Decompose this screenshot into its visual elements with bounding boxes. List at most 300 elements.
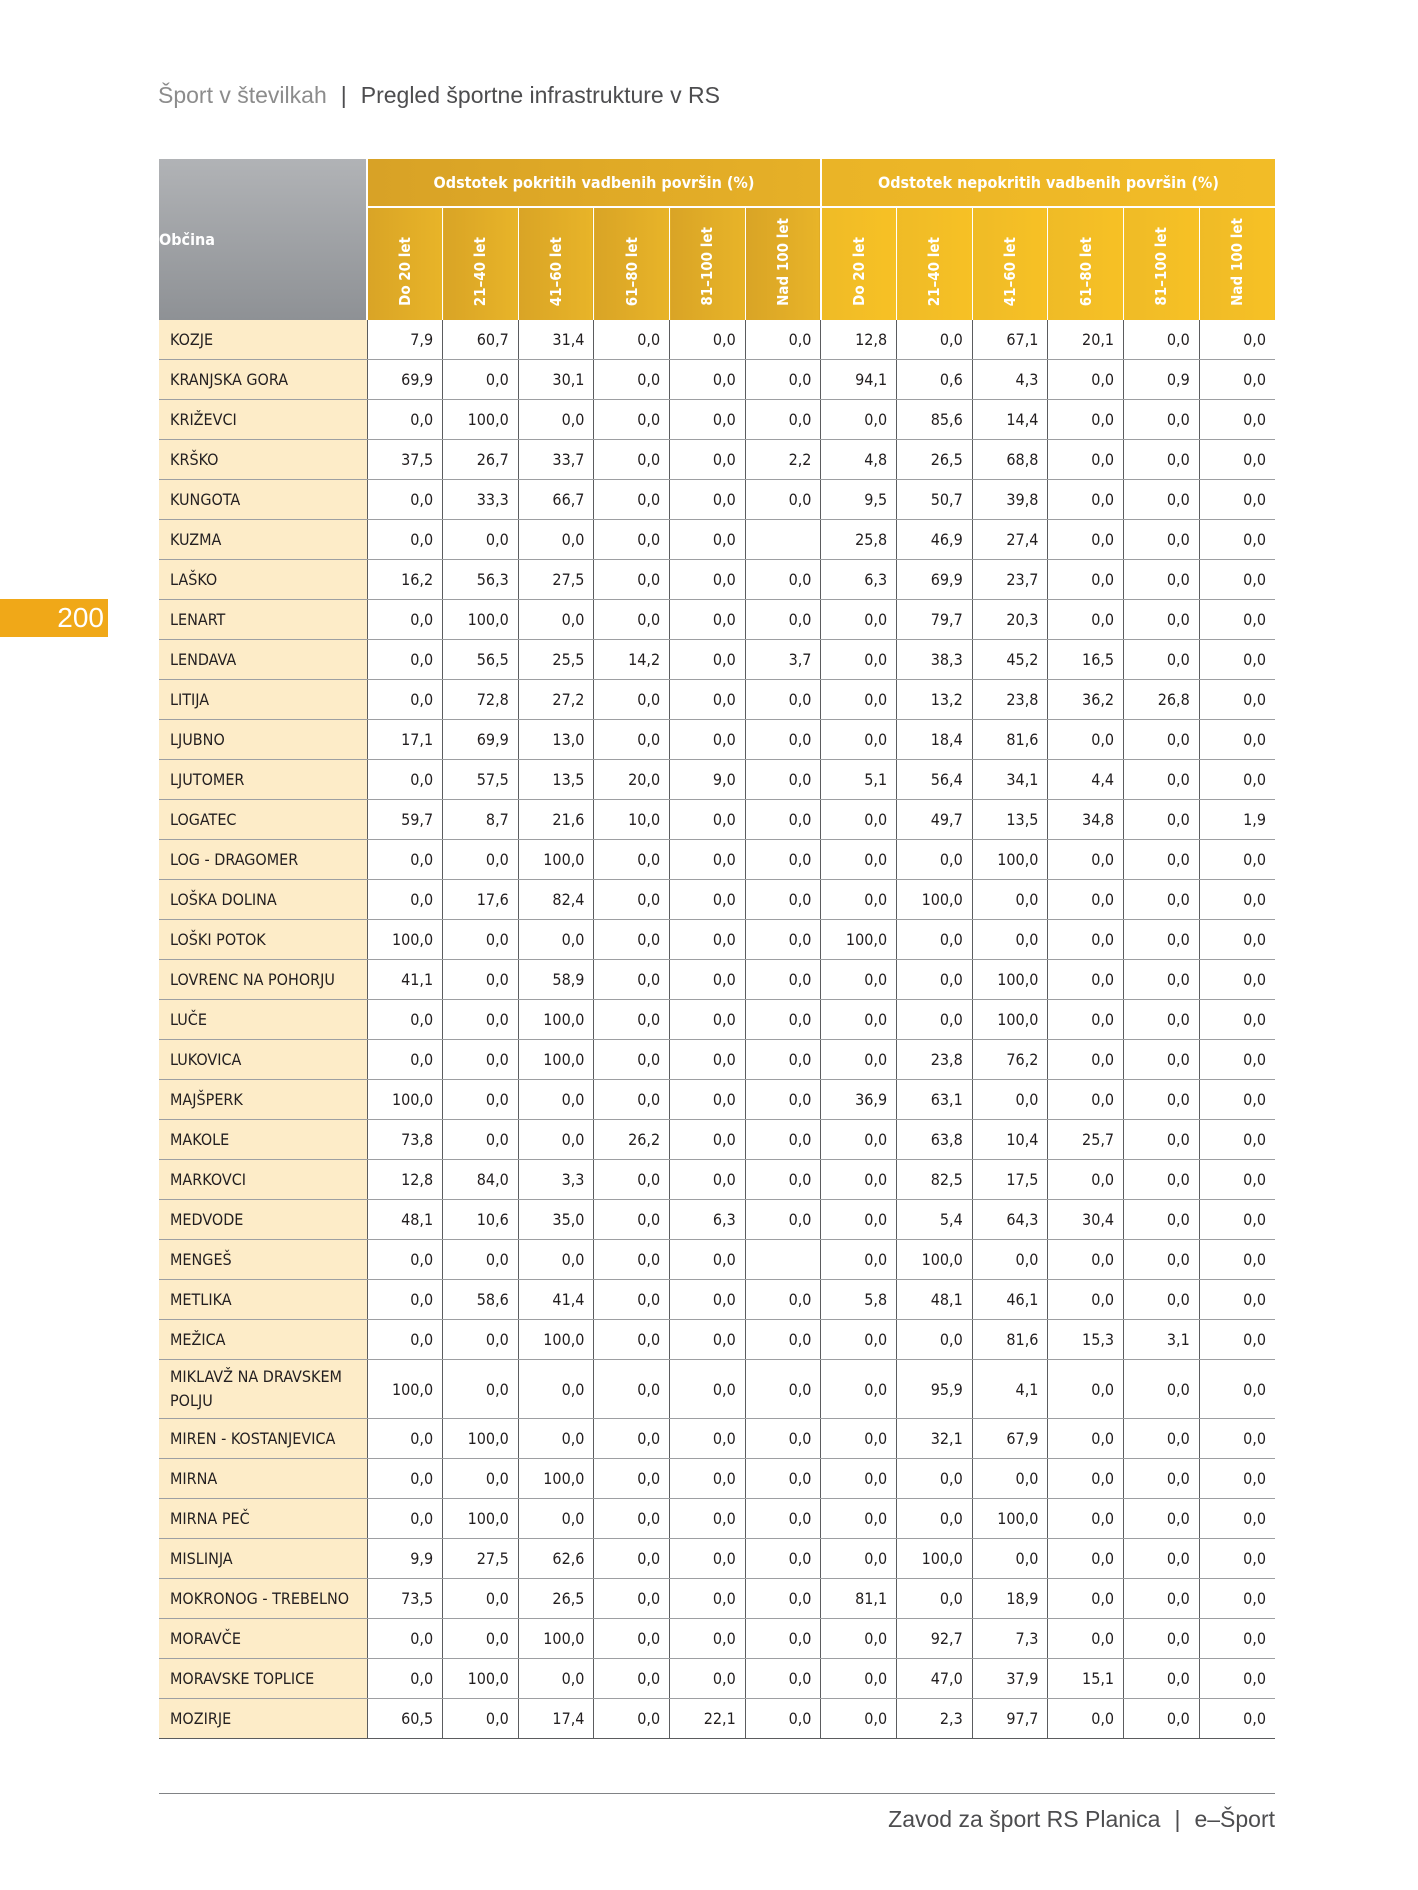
covered-value-cell: 0,0 [594, 440, 670, 480]
table-row [159, 880, 1275, 920]
uncovered-value-cell: 100,0 [897, 1539, 973, 1579]
covered-value-cell: 0,0 [670, 1040, 746, 1080]
uncovered-value-cell: 15,1 [1048, 1659, 1124, 1699]
uncovered-value-cell: 32,1 [897, 1419, 973, 1459]
covered-value-cell: 0,0 [518, 600, 594, 640]
uncovered-value-cell: 4,8 [821, 440, 897, 480]
covered-value-cell: 0,0 [367, 1419, 443, 1459]
municipality-name: LOŠKA DOLINA [159, 880, 367, 920]
covered-value-cell: 0,0 [594, 880, 670, 920]
uncovered-value-cell: 0,0 [1124, 1539, 1200, 1579]
municipality-name: LJUBNO [159, 720, 367, 760]
uncovered-value-cell: 48,1 [897, 1280, 973, 1320]
covered-value-cell: 0,0 [367, 1459, 443, 1499]
uncovered-value-cell: 18,9 [972, 1579, 1048, 1619]
uncovered-value-cell: 26,5 [897, 440, 973, 480]
covered-value-cell: 13,0 [518, 720, 594, 760]
uncovered-value-cell: 0,0 [1199, 1200, 1275, 1240]
sub-header: 41–60 let [518, 207, 594, 320]
uncovered-value-cell: 23,8 [897, 1040, 973, 1080]
covered-value-cell: 0,0 [745, 1419, 821, 1459]
covered-value-cell: 58,9 [518, 960, 594, 1000]
uncovered-value-cell: 20,1 [1048, 320, 1124, 360]
uncovered-value-cell: 0,0 [1048, 920, 1124, 960]
uncovered-value-cell: 0,6 [897, 360, 973, 400]
covered-value-cell: 3,7 [745, 640, 821, 680]
data-table [159, 159, 1275, 1739]
uncovered-value-cell: 82,5 [897, 1160, 973, 1200]
uncovered-value-cell: 0,0 [1048, 1499, 1124, 1539]
covered-value-cell: 0,0 [745, 1499, 821, 1539]
uncovered-value-cell: 4,4 [1048, 760, 1124, 800]
covered-value-cell: 0,0 [745, 1040, 821, 1080]
uncovered-value-cell: 37,9 [972, 1659, 1048, 1699]
covered-value-cell: 66,7 [518, 480, 594, 520]
covered-value-cell: 0,0 [745, 320, 821, 360]
table-row [159, 720, 1275, 760]
uncovered-value-cell: 0,0 [1124, 920, 1200, 960]
covered-value-cell: 0,0 [443, 1320, 519, 1360]
covered-value-cell: 41,1 [367, 960, 443, 1000]
uncovered-value-cell: 0,0 [1199, 840, 1275, 880]
uncovered-value-cell: 0,0 [1124, 1240, 1200, 1280]
municipality-name: LENDAVA [159, 640, 367, 680]
uncovered-value-cell: 0,0 [1124, 1659, 1200, 1699]
municipality-name: KOZJE [159, 320, 367, 360]
table-row [159, 1499, 1275, 1539]
covered-value-cell: 0,0 [670, 1360, 746, 1419]
covered-value-cell: 0,0 [745, 880, 821, 920]
covered-value-cell: 0,0 [443, 1579, 519, 1619]
table-row [159, 1040, 1275, 1080]
uncovered-value-cell: 0,0 [821, 960, 897, 1000]
covered-value-cell: 0,0 [670, 400, 746, 440]
sub-header: 61–80 let [594, 207, 670, 320]
covered-value-cell: 0,0 [443, 1080, 519, 1120]
uncovered-value-cell: 46,1 [972, 1280, 1048, 1320]
uncovered-value-cell: 0,0 [1199, 1360, 1275, 1419]
uncovered-value-cell: 0,0 [1124, 800, 1200, 840]
covered-value-cell: 41,4 [518, 1280, 594, 1320]
uncovered-value-cell: 64,3 [972, 1200, 1048, 1240]
covered-value-cell: 0,0 [745, 1619, 821, 1659]
covered-value-cell [745, 520, 821, 560]
covered-value-cell: 0,0 [518, 1659, 594, 1699]
uncovered-value-cell: 0,0 [1048, 360, 1124, 400]
covered-value-cell: 100,0 [518, 1000, 594, 1040]
uncovered-value-cell: 0,0 [1199, 1619, 1275, 1659]
table-row [159, 1459, 1275, 1499]
covered-value-cell: 0,0 [594, 1040, 670, 1080]
covered-value-cell: 0,0 [745, 1459, 821, 1499]
uncovered-value-cell: 0,0 [1124, 1000, 1200, 1040]
covered-value-cell: 10,6 [443, 1200, 519, 1240]
covered-value-cell: 0,0 [670, 920, 746, 960]
covered-value-cell: 0,0 [594, 1499, 670, 1539]
header-title: Pregled športne infrastrukture v RS [360, 82, 720, 108]
sub-header: 81–100 let [670, 207, 746, 320]
covered-value-cell: 0,0 [745, 1659, 821, 1699]
covered-value-cell: 0,0 [745, 960, 821, 1000]
uncovered-value-cell: 0,0 [1199, 1579, 1275, 1619]
covered-value-cell: 0,0 [367, 600, 443, 640]
uncovered-value-cell: 0,0 [1199, 320, 1275, 360]
covered-value-cell: 0,0 [670, 800, 746, 840]
uncovered-value-cell: 0,0 [897, 1499, 973, 1539]
covered-value-cell: 56,5 [443, 640, 519, 680]
uncovered-value-cell: 0,0 [1124, 1360, 1200, 1419]
uncovered-value-cell: 67,1 [972, 320, 1048, 360]
municipality-name: LJUTOMER [159, 760, 367, 800]
uncovered-value-cell: 0,0 [1199, 1040, 1275, 1080]
covered-value-cell: 0,0 [594, 1539, 670, 1579]
uncovered-value-cell: 5,8 [821, 1280, 897, 1320]
covered-value-cell: 0,0 [745, 1000, 821, 1040]
covered-value-cell: 0,0 [367, 1320, 443, 1360]
uncovered-value-cell: 0,0 [1124, 840, 1200, 880]
uncovered-value-cell: 0,0 [821, 1160, 897, 1200]
covered-value-cell: 0,0 [518, 1120, 594, 1160]
covered-value-cell: 0,0 [443, 1459, 519, 1499]
uncovered-value-cell: 9,5 [821, 480, 897, 520]
uncovered-value-cell: 13,5 [972, 800, 1048, 840]
covered-value-cell: 100,0 [443, 1419, 519, 1459]
covered-value-cell: 69,9 [367, 360, 443, 400]
covered-value-cell: 0,0 [443, 1619, 519, 1659]
uncovered-value-cell: 0,0 [1124, 760, 1200, 800]
uncovered-value-cell: 16,5 [1048, 640, 1124, 680]
covered-value-cell: 0,0 [443, 520, 519, 560]
covered-value-cell: 0,0 [594, 1160, 670, 1200]
uncovered-value-cell: 0,0 [1199, 400, 1275, 440]
uncovered-value-cell: 46,9 [897, 520, 973, 560]
covered-value-cell: 31,4 [518, 320, 594, 360]
covered-value-cell: 0,0 [518, 400, 594, 440]
covered-value-cell: 21,6 [518, 800, 594, 840]
covered-value-cell: 13,5 [518, 760, 594, 800]
covered-value-cell: 0,0 [594, 560, 670, 600]
covered-value-cell: 82,4 [518, 880, 594, 920]
table-row [159, 1280, 1275, 1320]
covered-value-cell: 0,0 [670, 600, 746, 640]
table-row [159, 400, 1275, 440]
covered-value-cell: 0,0 [518, 920, 594, 960]
uncovered-value-cell: 0,0 [972, 1080, 1048, 1120]
table-row [159, 1000, 1275, 1040]
municipality-name: MIRNA [159, 1459, 367, 1499]
header-separator: | [340, 82, 347, 108]
covered-value-cell: 0,0 [745, 920, 821, 960]
covered-value-cell: 0,0 [367, 1240, 443, 1280]
uncovered-value-cell: 0,0 [1048, 520, 1124, 560]
municipality-name: MORAVČE [159, 1619, 367, 1659]
uncovered-value-cell: 0,0 [821, 880, 897, 920]
covered-value-cell: 100,0 [367, 1360, 443, 1419]
uncovered-value-cell: 0,0 [1124, 1040, 1200, 1080]
covered-value-cell: 0,0 [670, 1000, 746, 1040]
sub-header: 81–100 let [1124, 207, 1200, 320]
uncovered-value-cell: 30,4 [1048, 1200, 1124, 1240]
covered-value-cell: 0,0 [594, 1360, 670, 1419]
group-header-covered: Odstotek pokritih vadbenih površin (%) [367, 159, 821, 207]
sub-header: 21–40 let [897, 207, 973, 320]
table-row [159, 1579, 1275, 1619]
covered-value-cell: 12,8 [367, 1160, 443, 1200]
table-row [159, 1320, 1275, 1360]
uncovered-value-cell: 0,0 [821, 1320, 897, 1360]
uncovered-value-cell: 0,0 [821, 600, 897, 640]
uncovered-value-cell: 0,0 [1048, 1240, 1124, 1280]
covered-value-cell: 0,0 [670, 880, 746, 920]
uncovered-value-cell: 10,4 [972, 1120, 1048, 1160]
covered-value-cell: 0,0 [670, 640, 746, 680]
uncovered-value-cell: 0,0 [1199, 680, 1275, 720]
covered-value-cell: 100,0 [518, 1040, 594, 1080]
table-row [159, 1200, 1275, 1240]
covered-value-cell: 0,0 [367, 1280, 443, 1320]
municipality-name: METLIKA [159, 1280, 367, 1320]
page-number: 200 [0, 599, 108, 637]
uncovered-value-cell: 23,8 [972, 680, 1048, 720]
covered-value-cell: 14,2 [594, 640, 670, 680]
covered-value-cell: 73,5 [367, 1579, 443, 1619]
covered-value-cell: 100,0 [518, 1320, 594, 1360]
covered-value-cell: 0,0 [367, 1040, 443, 1080]
covered-value-cell: 0,0 [745, 1539, 821, 1579]
covered-value-cell: 26,2 [594, 1120, 670, 1160]
table-row [159, 800, 1275, 840]
running-header [158, 82, 720, 109]
covered-value-cell: 27,5 [443, 1539, 519, 1579]
uncovered-value-cell: 25,8 [821, 520, 897, 560]
uncovered-value-cell: 0,0 [1048, 1699, 1124, 1739]
covered-value-cell: 0,0 [367, 760, 443, 800]
uncovered-value-cell: 34,8 [1048, 800, 1124, 840]
uncovered-value-cell: 0,0 [1124, 720, 1200, 760]
uncovered-value-cell: 0,0 [1048, 720, 1124, 760]
uncovered-value-cell: 0,0 [1199, 1280, 1275, 1320]
municipality-name: MIKLAVŽ NA DRAVSKEM POLJU [159, 1360, 367, 1419]
uncovered-value-cell: 0,0 [1124, 960, 1200, 1000]
municipality-name: MOKRONOG - TREBELNO [159, 1579, 367, 1619]
uncovered-value-cell: 1,9 [1199, 800, 1275, 840]
uncovered-value-cell: 0,0 [821, 1120, 897, 1160]
uncovered-value-cell: 0,0 [972, 920, 1048, 960]
table-row [159, 440, 1275, 480]
covered-value-cell: 62,6 [518, 1539, 594, 1579]
uncovered-value-cell: 0,0 [1199, 1080, 1275, 1120]
covered-value-cell: 0,0 [594, 840, 670, 880]
sub-header: Nad 100 let [1199, 207, 1275, 320]
uncovered-value-cell: 14,4 [972, 400, 1048, 440]
uncovered-value-cell: 34,1 [972, 760, 1048, 800]
covered-value-cell: 27,5 [518, 560, 594, 600]
covered-value-cell: 60,7 [443, 320, 519, 360]
uncovered-value-cell: 0,0 [1048, 560, 1124, 600]
uncovered-value-cell: 3,1 [1124, 1320, 1200, 1360]
covered-value-cell: 0,0 [367, 520, 443, 560]
covered-value-cell: 0,0 [518, 520, 594, 560]
uncovered-value-cell: 0,0 [1199, 1419, 1275, 1459]
covered-value-cell: 6,3 [670, 1200, 746, 1240]
uncovered-value-cell: 0,0 [1124, 480, 1200, 520]
municipality-name: MOZIRJE [159, 1699, 367, 1739]
covered-value-cell: 0,0 [443, 1360, 519, 1419]
municipality-name: LAŠKO [159, 560, 367, 600]
uncovered-value-cell: 0,0 [1124, 1619, 1200, 1659]
covered-value-cell: 100,0 [367, 920, 443, 960]
uncovered-value-cell: 13,2 [897, 680, 973, 720]
municipality-name: LITIJA [159, 680, 367, 720]
table-row [159, 840, 1275, 880]
group-header-uncovered: Odstotek nepokritih vadbenih površin (%) [821, 159, 1275, 207]
uncovered-value-cell: 4,3 [972, 360, 1048, 400]
uncovered-value-cell: 0,0 [821, 1499, 897, 1539]
covered-value-cell: 17,6 [443, 880, 519, 920]
header-section: Šport v številkah [158, 82, 327, 108]
uncovered-value-cell: 0,0 [1048, 1000, 1124, 1040]
covered-value-cell: 37,5 [367, 440, 443, 480]
covered-value-cell: 58,6 [443, 1280, 519, 1320]
covered-value-cell [745, 1240, 821, 1280]
uncovered-value-cell: 0,0 [821, 840, 897, 880]
covered-value-cell: 0,0 [745, 1200, 821, 1240]
sub-header: Do 20 let [367, 207, 443, 320]
covered-value-cell: 0,0 [670, 520, 746, 560]
covered-value-cell: 0,0 [594, 1320, 670, 1360]
covered-value-cell: 0,0 [367, 1619, 443, 1659]
uncovered-value-cell: 0,0 [897, 920, 973, 960]
municipality-name: KRŠKO [159, 440, 367, 480]
covered-value-cell: 0,0 [367, 1000, 443, 1040]
covered-value-cell: 9,0 [670, 760, 746, 800]
covered-value-cell: 0,0 [367, 1499, 443, 1539]
covered-value-cell: 0,0 [670, 840, 746, 880]
covered-value-cell: 0,0 [670, 360, 746, 400]
covered-value-cell: 0,0 [594, 720, 670, 760]
uncovered-value-cell: 0,0 [1048, 880, 1124, 920]
uncovered-value-cell: 0,0 [821, 1619, 897, 1659]
uncovered-value-cell: 0,0 [1048, 1360, 1124, 1419]
uncovered-value-cell: 17,5 [972, 1160, 1048, 1200]
covered-value-cell: 100,0 [367, 1080, 443, 1120]
uncovered-value-cell: 50,7 [897, 480, 973, 520]
covered-value-cell: 26,7 [443, 440, 519, 480]
uncovered-value-cell: 100,0 [897, 1240, 973, 1280]
covered-value-cell: 0,0 [594, 920, 670, 960]
covered-value-cell: 0,0 [518, 1419, 594, 1459]
uncovered-value-cell: 0,0 [1199, 1499, 1275, 1539]
uncovered-value-cell: 0,0 [821, 800, 897, 840]
uncovered-value-cell: 23,7 [972, 560, 1048, 600]
covered-value-cell: 0,0 [745, 480, 821, 520]
covered-value-cell: 0,0 [670, 1120, 746, 1160]
uncovered-value-cell: 0,0 [1124, 1120, 1200, 1160]
uncovered-value-cell: 0,0 [1199, 920, 1275, 960]
uncovered-value-cell: 0,0 [821, 1000, 897, 1040]
covered-value-cell: 3,3 [518, 1160, 594, 1200]
sub-header: Do 20 let [821, 207, 897, 320]
municipality-name: MIRNA PEČ [159, 1499, 367, 1539]
uncovered-value-cell: 0,0 [821, 400, 897, 440]
covered-value-cell: 0,0 [518, 1499, 594, 1539]
covered-value-cell: 0,0 [670, 1280, 746, 1320]
uncovered-value-cell: 38,3 [897, 640, 973, 680]
uncovered-value-cell: 0,0 [897, 1459, 973, 1499]
covered-value-cell: 0,0 [670, 1659, 746, 1699]
table-row [159, 1419, 1275, 1459]
covered-value-cell: 0,0 [745, 1080, 821, 1120]
uncovered-value-cell: 97,7 [972, 1699, 1048, 1739]
covered-value-cell: 0,0 [594, 1080, 670, 1120]
covered-value-cell: 25,5 [518, 640, 594, 680]
covered-value-cell: 0,0 [670, 1579, 746, 1619]
covered-value-cell: 0,0 [745, 800, 821, 840]
uncovered-value-cell: 0,0 [1199, 440, 1275, 480]
table-row [159, 760, 1275, 800]
uncovered-value-cell: 0,0 [1199, 1659, 1275, 1699]
table-row [159, 1539, 1275, 1579]
running-footer [888, 1806, 1275, 1833]
table-row [159, 320, 1275, 360]
uncovered-value-cell: 0,0 [1124, 1459, 1200, 1499]
uncovered-value-cell: 0,0 [897, 1320, 973, 1360]
covered-value-cell: 0,0 [367, 880, 443, 920]
uncovered-value-cell: 7,3 [972, 1619, 1048, 1659]
uncovered-value-cell: 0,0 [1048, 1040, 1124, 1080]
municipality-name: LOVRENC NA POHORJU [159, 960, 367, 1000]
table-row [159, 640, 1275, 680]
uncovered-value-cell: 0,0 [821, 1360, 897, 1419]
covered-value-cell: 0,0 [594, 680, 670, 720]
covered-value-cell: 0,0 [745, 560, 821, 600]
uncovered-value-cell: 0,0 [1199, 1699, 1275, 1739]
uncovered-value-cell: 0,0 [1124, 560, 1200, 600]
covered-value-cell: 9,9 [367, 1539, 443, 1579]
covered-value-cell: 0,0 [443, 1040, 519, 1080]
municipality-name: MENGEŠ [159, 1240, 367, 1280]
covered-value-cell: 0,0 [594, 1619, 670, 1659]
municipality-name: MAJŠPERK [159, 1080, 367, 1120]
municipality-name: LOGATEC [159, 800, 367, 840]
uncovered-value-cell: 25,7 [1048, 1120, 1124, 1160]
covered-value-cell: 0,0 [745, 1360, 821, 1419]
covered-value-cell: 100,0 [518, 1459, 594, 1499]
uncovered-value-cell: 0,0 [1199, 560, 1275, 600]
covered-value-cell: 16,2 [367, 560, 443, 600]
table-row [159, 1619, 1275, 1659]
covered-value-cell: 0,0 [670, 1080, 746, 1120]
covered-value-cell: 0,0 [745, 1280, 821, 1320]
covered-value-cell: 57,5 [443, 760, 519, 800]
covered-value-cell: 33,7 [518, 440, 594, 480]
uncovered-value-cell: 0,0 [821, 1200, 897, 1240]
covered-value-cell: 35,0 [518, 1200, 594, 1240]
uncovered-value-cell: 0,0 [1199, 480, 1275, 520]
table-row [159, 480, 1275, 520]
covered-value-cell: 0,0 [745, 1320, 821, 1360]
uncovered-value-cell: 63,8 [897, 1120, 973, 1160]
table-row [159, 1360, 1275, 1419]
municipality-name: KRIŽEVCI [159, 400, 367, 440]
table-row [159, 360, 1275, 400]
uncovered-value-cell: 100,0 [821, 920, 897, 960]
uncovered-value-cell: 5,1 [821, 760, 897, 800]
covered-value-cell: 0,0 [745, 680, 821, 720]
uncovered-value-cell: 0,0 [1199, 1240, 1275, 1280]
covered-value-cell: 0,0 [594, 1419, 670, 1459]
uncovered-value-cell: 100,0 [972, 1499, 1048, 1539]
